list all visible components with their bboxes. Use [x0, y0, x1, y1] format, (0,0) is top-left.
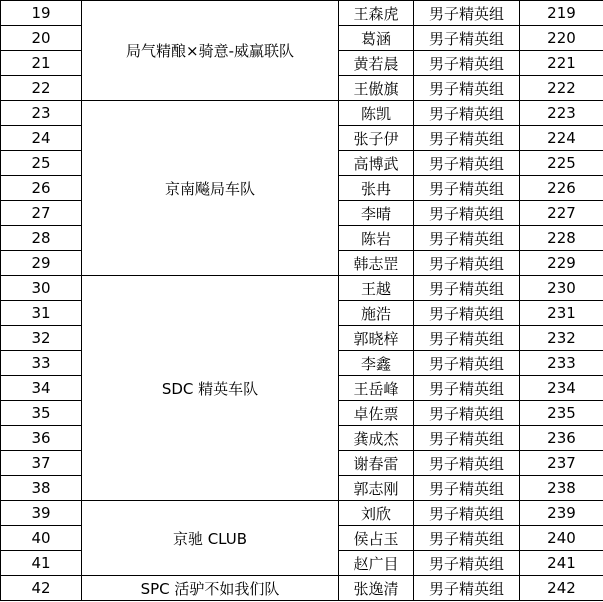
rider-name-cell: 施浩	[339, 301, 414, 326]
category-cell: 男子精英组	[414, 451, 520, 476]
bib-number-cell: 220	[520, 26, 603, 51]
bib-number-cell: 242	[520, 576, 603, 601]
category-cell: 男子精英组	[414, 576, 520, 601]
category-cell: 男子精英组	[414, 251, 520, 276]
category-cell: 男子精英组	[414, 276, 520, 301]
bib-number-cell: 235	[520, 401, 603, 426]
rider-name-cell: 郭志刚	[339, 476, 414, 501]
rider-name-cell: 谢春雷	[339, 451, 414, 476]
row-number-cell: 36	[1, 426, 82, 451]
row-number-cell: 23	[1, 101, 82, 126]
category-cell: 男子精英组	[414, 26, 520, 51]
bib-number-cell: 223	[520, 101, 603, 126]
category-cell: 男子精英组	[414, 426, 520, 451]
bib-number-cell: 226	[520, 176, 603, 201]
category-cell: 男子精英组	[414, 101, 520, 126]
rider-name-cell: 张逸清	[339, 576, 414, 601]
category-cell: 男子精英组	[414, 501, 520, 526]
row-number-cell: 40	[1, 526, 82, 551]
rider-name-cell: 李晴	[339, 201, 414, 226]
rider-name-cell: 陈岩	[339, 226, 414, 251]
rider-name-cell: 龚成杰	[339, 426, 414, 451]
row-number-cell: 31	[1, 301, 82, 326]
rider-name-cell: 陈凯	[339, 101, 414, 126]
rider-name-cell: 张冉	[339, 176, 414, 201]
row-number-cell: 28	[1, 226, 82, 251]
rider-name-cell: 高博武	[339, 151, 414, 176]
team-name-cell: SDC 精英车队	[82, 276, 339, 501]
category-cell: 男子精英组	[414, 376, 520, 401]
category-cell: 男子精英组	[414, 151, 520, 176]
bib-number-cell: 231	[520, 301, 603, 326]
rider-name-cell: 郭晓梓	[339, 326, 414, 351]
row-number-cell: 26	[1, 176, 82, 201]
bib-number-cell: 240	[520, 526, 603, 551]
category-cell: 男子精英组	[414, 226, 520, 251]
bib-number-cell: 241	[520, 551, 603, 576]
category-cell: 男子精英组	[414, 326, 520, 351]
row-number-cell: 33	[1, 351, 82, 376]
rider-name-cell: 王越	[339, 276, 414, 301]
rider-name-cell: 卓佐票	[339, 401, 414, 426]
bib-number-cell: 222	[520, 76, 603, 101]
row-number-cell: 21	[1, 51, 82, 76]
bib-number-cell: 229	[520, 251, 603, 276]
row-number-cell: 42	[1, 576, 82, 601]
row-number-cell: 27	[1, 201, 82, 226]
rider-name-cell: 刘欣	[339, 501, 414, 526]
rider-name-cell: 王岳峰	[339, 376, 414, 401]
category-cell: 男子精英组	[414, 401, 520, 426]
row-number-cell: 30	[1, 276, 82, 301]
category-cell: 男子精英组	[414, 551, 520, 576]
bib-number-cell: 221	[520, 51, 603, 76]
category-cell: 男子精英组	[414, 201, 520, 226]
rider-name-cell: 王傲旗	[339, 76, 414, 101]
category-cell: 男子精英组	[414, 51, 520, 76]
bib-number-cell: 224	[520, 126, 603, 151]
bib-number-cell: 232	[520, 326, 603, 351]
rider-name-cell: 黄若晨	[339, 51, 414, 76]
category-cell: 男子精英组	[414, 526, 520, 551]
row-number-cell: 35	[1, 401, 82, 426]
bib-number-cell: 239	[520, 501, 603, 526]
bib-number-cell: 230	[520, 276, 603, 301]
rider-name-cell: 王森虎	[339, 1, 414, 26]
rider-name-cell: 张子伊	[339, 126, 414, 151]
bib-number-cell: 234	[520, 376, 603, 401]
table-body	[1, 1, 603, 601]
row-number-cell: 34	[1, 376, 82, 401]
bib-number-cell: 219	[520, 1, 603, 26]
row-number-cell: 37	[1, 451, 82, 476]
row-number-cell: 24	[1, 126, 82, 151]
team-name-cell: SPC 活驴不如我们队	[82, 576, 339, 601]
rider-name-cell: 侯占玉	[339, 526, 414, 551]
rider-name-cell: 李鑫	[339, 351, 414, 376]
bib-number-cell: 236	[520, 426, 603, 451]
category-cell: 男子精英组	[414, 301, 520, 326]
row-number-cell: 32	[1, 326, 82, 351]
row-number-cell: 22	[1, 76, 82, 101]
category-cell: 男子精英组	[414, 1, 520, 26]
rider-name-cell: 葛涵	[339, 26, 414, 51]
bib-number-cell: 238	[520, 476, 603, 501]
team-name-cell: 京驰 CLUB	[82, 501, 339, 576]
table-row	[1, 1, 603, 26]
table-row	[1, 501, 603, 526]
row-number-cell: 39	[1, 501, 82, 526]
category-cell: 男子精英组	[414, 126, 520, 151]
row-number-cell: 19	[1, 1, 82, 26]
category-cell: 男子精英组	[414, 176, 520, 201]
row-number-cell: 25	[1, 151, 82, 176]
team-name-cell: 京南飚局车队	[82, 101, 339, 276]
rider-name-cell: 赵广目	[339, 551, 414, 576]
rider-name-cell: 韩志罡	[339, 251, 414, 276]
table-row	[1, 101, 603, 126]
row-number-cell: 41	[1, 551, 82, 576]
bib-number-cell: 237	[520, 451, 603, 476]
category-cell: 男子精英组	[414, 351, 520, 376]
row-number-cell: 38	[1, 476, 82, 501]
bib-number-cell: 227	[520, 201, 603, 226]
team-name-cell: 局气精酿×骑意-威赢联队	[82, 1, 339, 101]
row-number-cell: 29	[1, 251, 82, 276]
category-cell: 男子精英组	[414, 476, 520, 501]
bib-number-cell: 225	[520, 151, 603, 176]
row-number-cell: 20	[1, 26, 82, 51]
bib-number-cell: 233	[520, 351, 603, 376]
table-row	[1, 576, 603, 601]
table-row	[1, 276, 603, 301]
category-cell: 男子精英组	[414, 76, 520, 101]
bib-number-cell: 228	[520, 226, 603, 251]
